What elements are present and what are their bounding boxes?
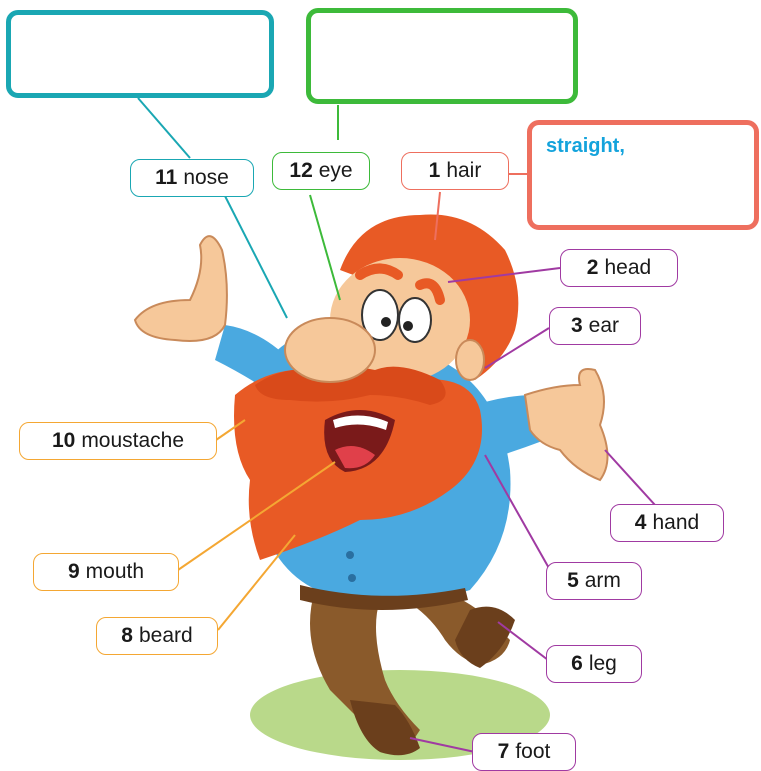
label-word: leg: [588, 652, 617, 675]
label-number: 7: [497, 740, 510, 763]
label-number: 11: [155, 166, 178, 189]
nose: [285, 318, 375, 382]
label-moustache: [19, 422, 217, 460]
label-number: 4: [634, 511, 647, 534]
label-hair: [401, 152, 509, 190]
shirt-button: [346, 551, 354, 559]
eye-white: [399, 298, 431, 342]
label-word: hand: [652, 511, 700, 534]
ear: [456, 340, 484, 380]
label-number: 1: [428, 159, 441, 182]
label-word: head: [604, 256, 652, 279]
label-foot: [472, 733, 576, 771]
leader-line: [138, 98, 190, 158]
label-word: beard: [138, 624, 193, 647]
label-number: 6: [571, 652, 583, 675]
eye-answer-box[interactable]: [306, 8, 578, 104]
label-nose: [130, 159, 254, 197]
label-word: mouth: [85, 560, 145, 583]
label-word: foot: [515, 740, 551, 763]
label-word: ear: [588, 314, 620, 337]
label-mouth: [33, 553, 179, 591]
label-number: 3: [570, 314, 583, 337]
label-word: nose: [183, 166, 229, 189]
label-leg: [546, 645, 642, 683]
label-number: 10: [51, 429, 76, 452]
label-beard: [96, 617, 218, 655]
label-hand: [610, 504, 724, 542]
label-number: 5: [567, 569, 579, 592]
shirt-button: [348, 574, 356, 582]
label-ear: [549, 307, 641, 345]
label-eye: [272, 152, 370, 190]
pupil: [403, 321, 413, 331]
label-word: moustache: [81, 429, 185, 452]
label-number: 12: [289, 159, 313, 182]
label-head: [560, 249, 678, 287]
label-number: 2: [586, 256, 599, 279]
label-word: hair: [446, 159, 482, 182]
leader-line: [225, 196, 287, 318]
label-number: 9: [67, 560, 80, 583]
label-number: 8: [121, 624, 133, 647]
leader-line: [605, 450, 655, 505]
pupil: [381, 317, 391, 327]
right-hand: [525, 369, 608, 480]
nose-answer-box[interactable]: [6, 10, 274, 98]
left-hand: [135, 236, 227, 341]
hair-answer-box[interactable]: [527, 120, 759, 230]
label-word: eye: [318, 159, 353, 182]
label-arm: [546, 562, 642, 600]
hair-answer-text: straight,: [546, 135, 625, 157]
label-word: arm: [584, 569, 621, 592]
leader-line: [310, 195, 340, 300]
